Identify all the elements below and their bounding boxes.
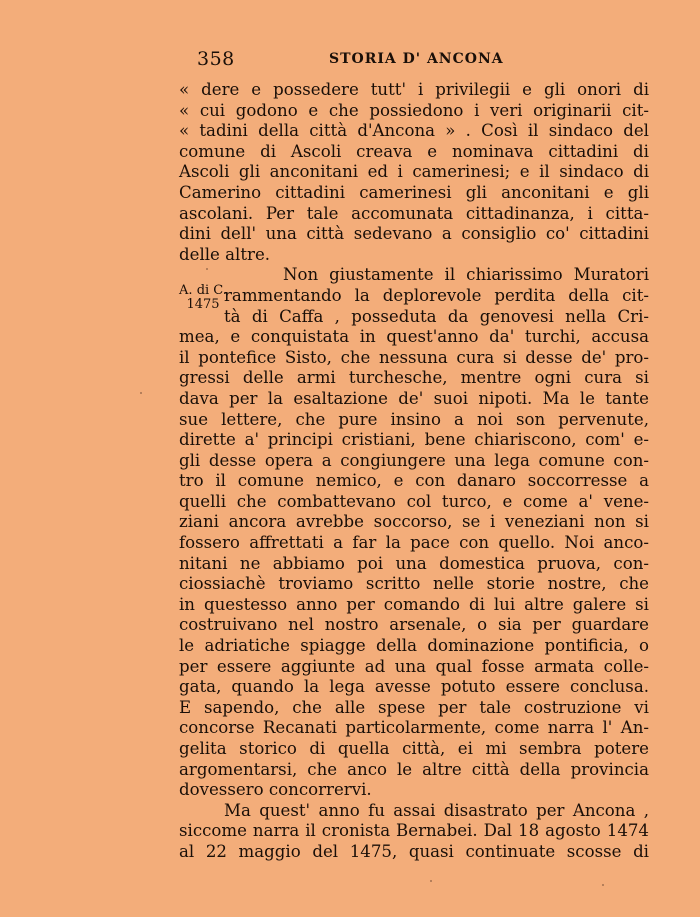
text-line: in questesso anno per comando di lui altre galere si	[179, 594, 649, 614]
text-line: Camerino cittadini camerinesi gli anconitani e gli	[179, 182, 649, 202]
text-line: costruivano nel nostro arsenale, o sia per guardare	[179, 615, 649, 635]
text-line: « tadini della città d'Ancona » . Così il sindaco del	[179, 121, 649, 141]
text-line: dovessero concorrervi.	[179, 780, 372, 800]
text-line: gata, quando la lega avesse potuto essere conclusa.	[179, 677, 649, 697]
margin-note-label: A. di C.	[179, 283, 227, 298]
text-line: dini dell' una città sedevano a consiglio co' cittadini	[179, 224, 649, 244]
text-line: le adriatiche spiagge della dominazione pontificia, o	[179, 636, 649, 656]
text-line: gressi delle armi turchesche, mentre ogni cura si	[179, 368, 649, 388]
text-line: nitani ne abbiamo poi una domestica pruova, con-	[179, 553, 649, 573]
text-line: per essere aggiunte ad una qual fosse armata colle-	[179, 656, 649, 676]
text-line: comune di Ascoli creava e nominava cittadini di	[179, 141, 649, 161]
text-line: gelita storico di quella città, ei mi sembra potere	[179, 739, 649, 758]
text-line: concorse Recanati particolarmente, come narra l' An-	[179, 718, 649, 738]
margin-note-year-value: 1475	[186, 297, 220, 312]
paper-speck	[602, 884, 604, 886]
text-line: ziani ancora avrebbe soccorso, se i veneziani non si	[179, 512, 649, 532]
paper-speck	[140, 392, 142, 394]
text-line: fossero affrettati a far la pace con quello. Noi anco-	[179, 533, 649, 553]
text-line: tro il comune nemico, e con danaro soccorresse a	[179, 471, 649, 491]
text-line: ciossiachè troviamo scritto nelle storie nostre, che	[179, 574, 649, 594]
text-line: quelli che combattevano col turco, e come a' vene-	[179, 491, 649, 511]
text-line: Ma quest' anno fu assai disastrato per Ancona ,	[224, 800, 649, 820]
text-line: dirette a' principi cristiani, bene chiariscono, com' e-	[179, 430, 649, 450]
body-text	[179, 80, 649, 863]
text-line: gli desse opera a congiungere una lega comune con-	[179, 450, 649, 470]
text-line: mea, e conquistata in quest'anno da' turchi, accusa	[179, 327, 649, 347]
text-line: siccome narra il cronista Bernabei. Dal 18 agosto 1474	[179, 821, 649, 841]
text-line: E sapendo, che alle spese per tale costruzione vi	[179, 697, 649, 717]
text-line: Non giustamente il chiarissimo Muratori	[283, 265, 649, 285]
page-number: 358	[197, 48, 235, 70]
running-title: STORIA D' ANCONA	[329, 51, 504, 67]
text-line: al 22 maggio del 1475, quasi continuate scosse di	[179, 841, 649, 861]
text-line: sue lettere, che pure insino a noi son pervenute,	[179, 409, 649, 429]
text-line: il pontefice Sisto, che nessuna cura si desse de' pro-	[179, 347, 649, 367]
text-line: argomentarsi, che anco le altre città della provincia	[179, 759, 649, 779]
text-line: dava per la esaltazione de' suoi nipoti. Ma le tante	[179, 388, 649, 408]
text-line: delle altre.	[179, 244, 271, 264]
text-line: Ascoli gli anconitani ed i camerinesi; e il sindaco di	[179, 162, 649, 182]
paper-speck	[206, 268, 208, 270]
text-line: ascolani. Per tale accomunata cittadinanza, i citta-	[179, 203, 649, 223]
paper-speck	[430, 880, 432, 882]
page-header	[197, 48, 657, 74]
text-line: tà di Caffa , posseduta da genovesi nella Cri-	[224, 306, 649, 326]
text-line: « cui godono e che possiedono i veri originarii cit-	[179, 100, 649, 120]
text-line: rammentando la deplorevole perdita della cit-	[224, 285, 649, 305]
text-line: « dere e possedere tutt' i privilegii e gli onori di	[179, 80, 649, 99]
